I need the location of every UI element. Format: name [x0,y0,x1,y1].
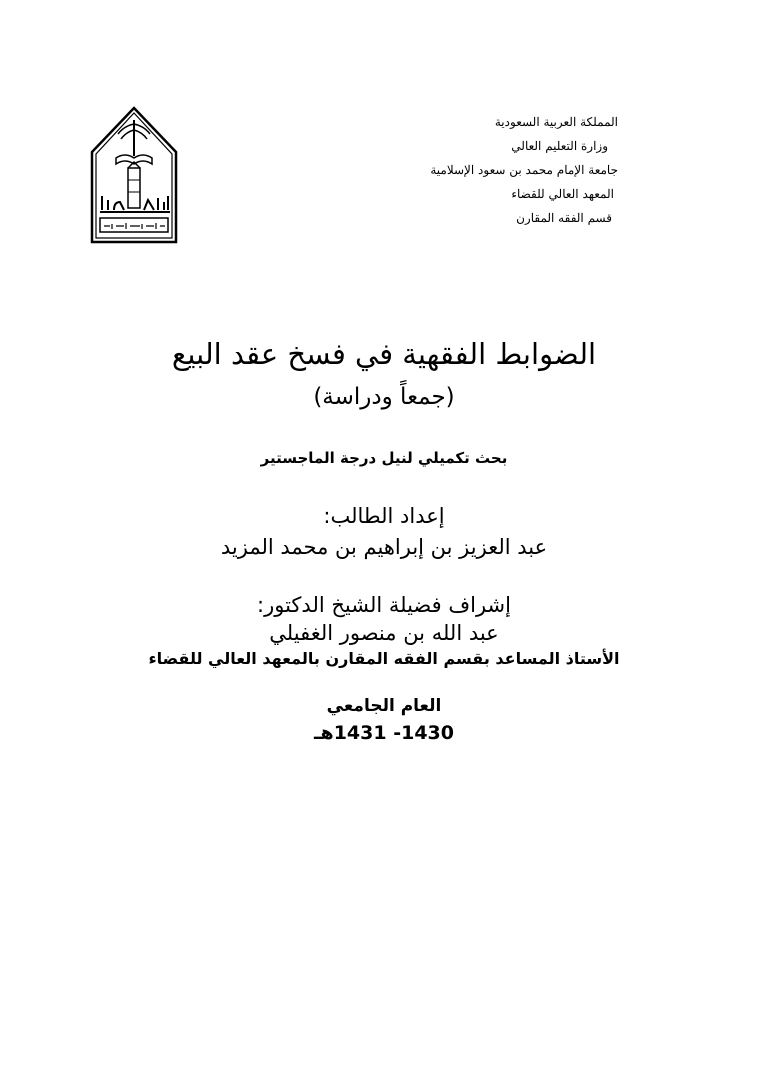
supervisor-title: الأستاذ المساعد بقسم الفقه المقارن بالمعهد العالي للقضاء [148,649,620,668]
thesis-subtitle: (جمعاً ودراسة) [313,384,455,410]
university-emblem-icon [88,106,180,244]
supervisor-name: عبد الله بن منصور الغفيلي [269,621,499,645]
degree-note: بحث تكميلي لنيل درجة الماجستير [260,449,508,467]
academic-year-label: العام الجامعي [326,696,442,716]
header-country: المملكة العربية السعودية [494,115,618,129]
institution-header [430,110,618,230]
header-institute: المعهد العالي للقضاء [511,187,614,201]
header-university: جامعة الإمام محمد بن سعود الإسلامية [430,163,618,177]
header-ministry: وزارة التعليم العالي [511,139,608,153]
academic-year: 1430- 1431هـ [314,722,454,744]
thesis-title: الضوابط الفقهية في فسخ عقد البيع [171,337,597,371]
header-department: قسم الفقه المقارن [516,211,612,225]
supervisor-label: إشراف فضيلة الشيخ الدكتور: [257,593,511,617]
student-name: عبد العزيز بن إبراهيم بن محمد المزيد [220,535,548,559]
prepared-by-label: إعداد الطالب: [323,504,445,528]
